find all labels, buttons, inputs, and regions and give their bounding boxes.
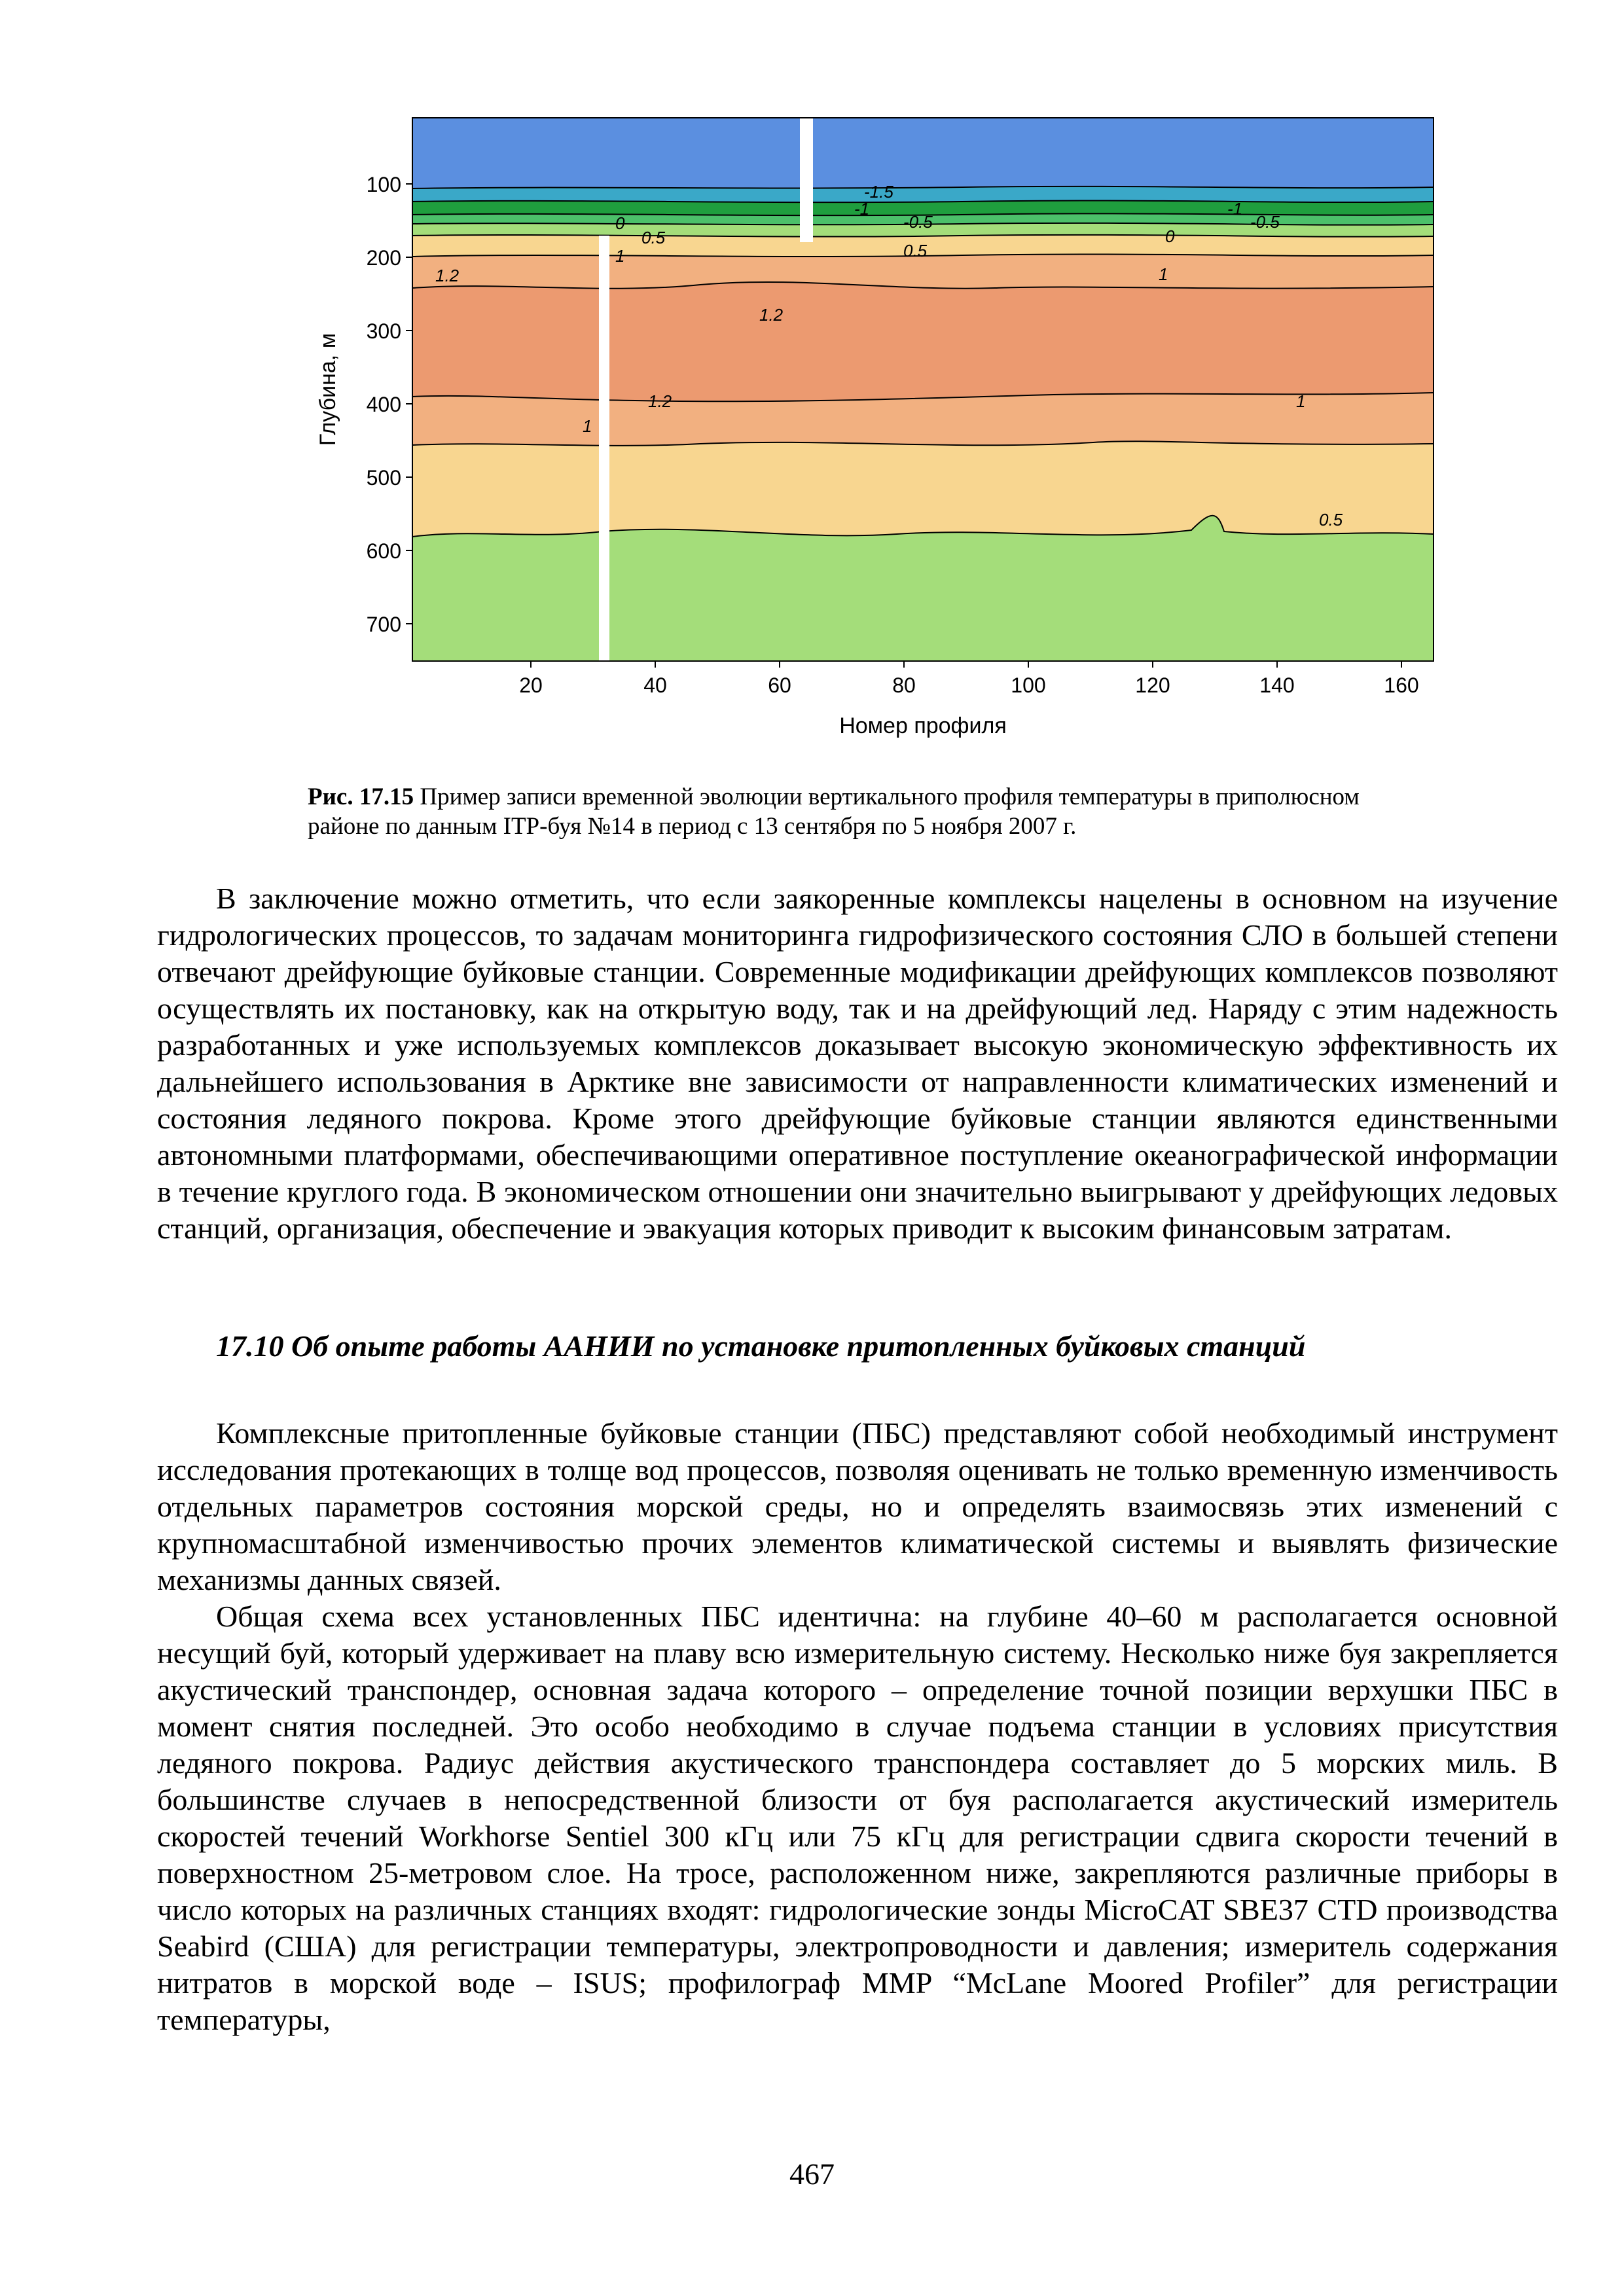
x-tick [1135,661,1170,697]
x-tick [519,661,543,697]
y-tick [367,393,412,416]
data-gap-2 [800,118,813,242]
contour-label: 1.2 [648,391,672,411]
contour-label: 1.2 [435,266,460,285]
contour-label: 1.2 [759,305,784,325]
svg-text:20: 20 [519,673,543,697]
svg-text:100: 100 [1011,673,1046,697]
x-tick [643,661,667,697]
x-axis-label: Номер профиля [839,713,1007,738]
svg-text:200: 200 [366,246,401,270]
y-axis-label: Глубина, м [316,332,340,446]
figure-caption [308,782,1420,841]
x-tick [1259,661,1294,697]
contour-label: 0.5 [641,228,666,247]
svg-text:700: 700 [366,613,401,636]
contour-label: -1 [1227,199,1243,219]
y-axis [316,173,412,636]
y-tick [367,466,412,490]
y-tick [367,319,412,343]
contour-label: 0 [1165,226,1175,246]
paragraph: Общая схема всех установленных ПБС идентична: на глубине 40–60 м располагается основной несущий буй, который удерживает на плаву всю измерительную систему. Несколько ниже буя закрепляется акустический транспондер, основная задача которого – определение точной позиции верхушки ПБС в момент снятия последней. Это особо необходимо в случае подъема станции в условиях присутствия ледяного покрова. Радиус действия акустического транспондера составляет до 5 морских миль. В большинстве случаев в непосредственной близости от буя располагается акустический измеритель скоростей течений Workhorse Sentiel 300 кГц или 75 кГц для регистрации сдвига скорости течений в поверхностном 25-метровом слое. На тросе, расположенном ниже, закрепляются различные приборы в число которых на различных станциях входят: гидрологические зонды MicroCAT SBE37 CTD производства Seabird (США) для регистрации температуры, электропроводности и давления; измеритель содержания нитратов в морской воде – ISUS; профилограф MMP “McLane Moored Profiler” для регистрации температуры, [157,1600,1558,2036]
y-tick [367,613,412,636]
contour-label: -1.5 [864,182,893,202]
contour-label: 0 [615,213,625,233]
contour-label: 1 [1159,264,1168,284]
paragraph: В заключение можно отметить, что если заякоренные комплексы нацелены в основном на изучение гидрологических процессов, то задачам мониторинга гидрофизического состояния СЛО в большей степени отвечают дрейфующие буйковые станции. Современные модификации дрейфующих комплексов позволяют осуществлять их постановку, как на открытую воду, так и на дрейфующий лед. Наряду с этим надежность разработанных и уже используемых комплексов доказывает высокую экономическую эффективность их дальнейшего использования в Арктике вне зависимости от направленности климатических изменений и состояния ледяного покрова. Кроме этого дрейфующие буйковые станции являются единственными автономными платформами, обеспечивающими оперативное поступление океанографической информации в течение круглого года. В экономическом отношении они значительно выигрывают у дрейфующих ледовых станций, организация, обеспечение и эвакуация которых приводит к высоким финансовым затратам. [157,882,1558,1245]
x-axis [519,661,1418,738]
svg-text:40: 40 [643,673,667,697]
svg-text:160: 160 [1384,673,1419,697]
contour-label: 1 [583,416,592,436]
contour-label: 1 [615,246,625,266]
x-tick [1384,661,1418,697]
svg-text:400: 400 [366,393,401,416]
x-tick [768,661,791,697]
svg-text:300: 300 [366,319,401,343]
svg-text:120: 120 [1135,673,1170,697]
contour-field [412,118,1434,661]
body-block-1 [157,880,1558,1247]
band-above-1_2 [412,282,1434,401]
svg-text:600: 600 [366,539,401,563]
data-gap-1 [599,236,609,661]
y-tick [367,246,412,270]
contour-label: -0.5 [1250,212,1280,232]
x-tick [892,661,916,697]
y-tick [367,173,412,196]
band-0-to-0_5-lower [412,516,1434,661]
section-heading: 17.10 Об опыте работы ААНИИ по установке притопленных буйковых станций [216,1329,1306,1363]
svg-text:500: 500 [366,466,401,490]
caption-label: Рис. 17.15 [308,783,414,810]
body-block-2 [157,1415,1558,2038]
caption-text: Пример записи временной эволюции вертикального профиля температуры в приполюсном районе по данным ITP-буя №14 в период с 13 сентября по 5 ноября 2007 г. [308,783,1360,840]
contour-label: -1 [854,199,870,219]
paragraph: Комплексные притопленные буйковые станции (ПБС) представляют собой необходимый инструмент исследования протекающих в толще вод процессов, позволяя оценивать не только временную изменчивость отдельных параметров состояния морской среды, но и определять взаимосвязь этих изменений с крупномасштабной изменчивостью прочих элементов климатической системы и выявлять физические механизмы данных связей. [157,1416,1558,1596]
page-number: 467 [789,2157,835,2191]
x-tick [1011,661,1045,697]
y-tick [367,539,412,563]
svg-text:80: 80 [892,673,916,697]
contour-label: 1 [1296,391,1306,411]
contour-label: 0.5 [903,241,928,260]
svg-text:100: 100 [366,173,401,196]
svg-text:60: 60 [768,673,791,697]
contour-label: 0.5 [1319,510,1343,529]
temperature-contour-figure [308,105,1460,759]
contour-label: -0.5 [903,212,933,232]
svg-text:140: 140 [1259,673,1295,697]
